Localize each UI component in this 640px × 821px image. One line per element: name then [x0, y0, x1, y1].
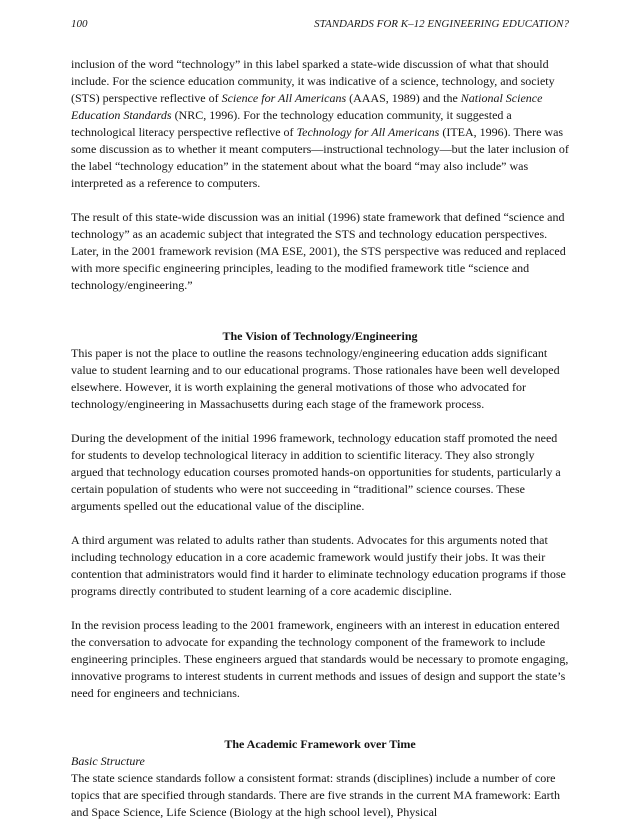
- body-text: [71, 56, 569, 821]
- citation-title: Science for All Americans: [221, 91, 347, 105]
- citation-title: National Science Education Standards: [71, 91, 543, 122]
- paragraph: The result of this state-wide discussion was an initial (1996) state framework that defined “science and technology” as an academic subject that integrated the STS and technology education perspectives. Later, in the 2001 framework revision (MA ESE, 2001), the STS perspective was reduced and replaced with more specific engineering principles, leading to the modified framework title “science and technology/engineering.”: [71, 210, 566, 292]
- paragraph: This paper is not the place to outline the reasons technology/engineering education adds significant value to student learning and to our educational programs. Those rationales have been well developed elsewhere. However, it is worth explaining the general motivations of those who advocated for technology/engineering in Massachusetts during each stage of the framework process.: [71, 346, 560, 411]
- paragraph: inclusion of the word “technology” in this label sparked a state-wide discussion of what that should include. For the science education community, it was indicative of a science, technology, and society (STS) perspective reflective of Science for All Americans (AAAS, 1989) and the National Science Education Standards (NRC, 1996). For the technology education community, it suggested a technological literacy perspective reflective of Technology for All Americans (ITEA, 1996). There was some discussion as to whether it meant computers—instructional technology—but the later inclusion of the label “technology education” in the statement about what the board “may also include” was interpreted as a reference to computers.: [71, 57, 569, 190]
- citation-title: Technology for All Americans: [296, 125, 440, 139]
- running-header: [71, 17, 569, 31]
- paragraph: The state science standards follow a consistent format: strands (disciplines) include a number of core topics that are specified through standards. There are five strands in the current MA framework: Earth and Space Science, Life Science (Biology at the high school level), Physical: [71, 771, 560, 819]
- paragraph: In the revision process leading to the 2001 framework, engineers with an interest in education entered the conversation to advocate for expanding the technology component of the framework to include engineering principles. These engineers argued that standards would be necessary to promote engaging, innovative programs to interest students in current methods and issues of design and support the state’s need for engineers and technicians.: [71, 618, 569, 700]
- section-heading: The Academic Framework over Time: [224, 737, 416, 751]
- page-number: 100: [71, 18, 88, 30]
- subsection-heading: Basic Structure: [71, 754, 145, 768]
- paragraph: A third argument was related to adults rather than students. Advocates for this arguments noted that including technology education in a core academic framework would justify their jobs. It was their contention that administrators would find it harder to eliminate technology education programs if those programs directly contributed to student learning of a core academic discipline.: [71, 533, 566, 598]
- running-title: STANDARDS FOR K–12 ENGINEERING EDUCATION?: [314, 18, 569, 30]
- paragraph: During the development of the initial 1996 framework, technology education staff promoted the need for students to develop technological literacy in addition to scientific literacy. They also strongly argued that technology education courses promoted hands-on opportunities for students, particularly a certain population of students who were not succeeding in “traditional” science courses. These arguments spelled out the educational value of the discipline.: [71, 431, 561, 513]
- section-heading: The Vision of Technology/Engineering: [222, 329, 418, 343]
